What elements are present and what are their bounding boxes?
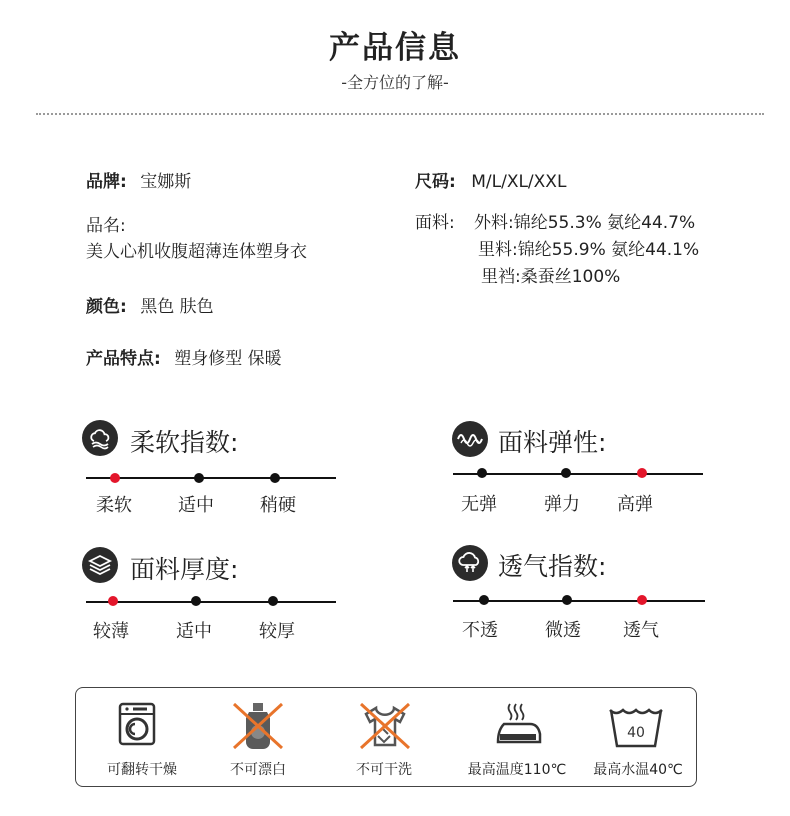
elasticity-scale-line (453, 473, 703, 475)
breath-icon (452, 545, 488, 581)
care-label: 最高温度110℃ (467, 762, 567, 778)
breathability-label: 微透 (545, 620, 581, 641)
iron-icon (490, 700, 546, 752)
elasticity-dot-0 (477, 468, 487, 478)
brand-key: 品牌: (86, 172, 127, 192)
thickness-dot-2 (268, 596, 278, 606)
softness-dot-0 (110, 473, 120, 483)
softness-label: 稍硬 (260, 495, 296, 516)
size-value: M/L/XL/XXL (471, 172, 567, 192)
softness-dot-1 (194, 473, 204, 483)
elasticity-dot-1 (561, 468, 571, 478)
name-key: 品名: (86, 216, 126, 236)
color-value: 黑色 肤色 (140, 297, 214, 317)
color-key: 颜色: (86, 297, 127, 317)
care-label: 不可漂白 (230, 762, 286, 778)
softness-dot-2 (270, 473, 280, 483)
breathability-label: 透气 (623, 620, 659, 641)
brand-value: 宝娜斯 (140, 172, 192, 192)
softness-label: 适中 (178, 495, 214, 516)
fabric-line: 里裆:桑蚕丝100% (481, 267, 621, 287)
wash-40-icon (608, 706, 664, 754)
feature-row (86, 347, 282, 371)
feature-value: 塑身修型 保暖 (174, 349, 282, 369)
breathability-dot-2 (637, 595, 647, 605)
wash-temp-number: 40 (627, 725, 645, 741)
dotted-divider (36, 113, 764, 115)
care-label: 可翻转干燥 (107, 762, 177, 778)
breathability-title: 透气指数: (498, 552, 607, 581)
care-label: 不可干洗 (356, 762, 412, 778)
breathability-label: 不透 (462, 620, 498, 641)
tumble-dry-icon (118, 702, 156, 750)
breathability-dot-1 (562, 595, 572, 605)
softness-label: 柔软 (96, 495, 132, 516)
fabric-line: 外料:锦纶55.3% 氨纶44.7% (474, 213, 696, 233)
thickness-label: 适中 (176, 621, 212, 642)
care-label: 最高水温40℃ (593, 762, 683, 778)
size-key: 尺码: (415, 172, 456, 192)
thickness-label: 较厚 (259, 621, 295, 642)
fabric-line: 里料:锦纶55.9% 氨纶44.1% (478, 240, 700, 260)
thickness-title: 面料厚度: (130, 555, 239, 584)
elasticity-label: 弹力 (544, 494, 580, 515)
size-row (415, 170, 566, 194)
thickness-label: 较薄 (93, 621, 129, 642)
elasticity-label: 无弹 (461, 494, 497, 515)
fabric-key: 面料: (415, 213, 455, 233)
wave-icon (452, 421, 488, 457)
cloud-icon (82, 420, 118, 456)
layers-icon (82, 547, 118, 583)
softness-scale-line (86, 477, 336, 479)
brand-row (86, 170, 191, 194)
elasticity-dot-2 (637, 468, 647, 478)
breathability-dot-0 (479, 595, 489, 605)
thickness-dot-0 (108, 596, 118, 606)
name-value: 美人心机收腹超薄连体塑身衣 (86, 242, 307, 262)
no-dry-clean-icon (356, 700, 414, 756)
elasticity-label: 高弹 (617, 494, 653, 515)
breathability-scale-line (453, 600, 705, 602)
page-subtitle: -全方位的了解- (341, 73, 449, 92)
thickness-scale-line (86, 601, 336, 603)
no-bleach-icon (229, 700, 287, 756)
softness-title: 柔软指数: (130, 428, 239, 457)
feature-key: 产品特点: (86, 349, 161, 369)
color-row (86, 295, 214, 319)
page-title: 产品信息 (329, 30, 461, 66)
thickness-dot-1 (191, 596, 201, 606)
elasticity-title: 面料弹性: (498, 428, 607, 457)
